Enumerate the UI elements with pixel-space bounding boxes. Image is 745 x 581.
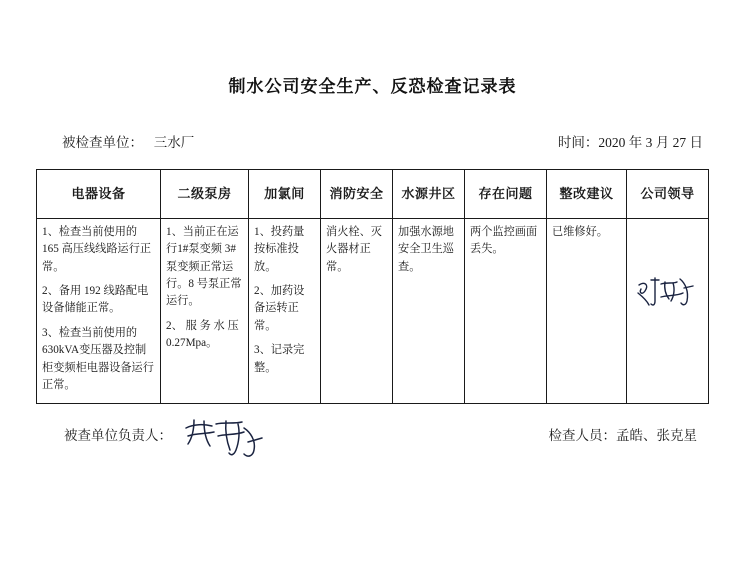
cell-rectification-suggestions [547, 219, 627, 404]
column-header-chlorination-room: 加氯间 [249, 170, 321, 219]
cell-text: 1、当前正在运行1#泵变频 3#泵变频正常运行。8 号泵正常运行。 [166, 226, 242, 308]
meta-row [62, 131, 703, 151]
inspection-date [558, 131, 703, 151]
cell-chlorination-room [249, 219, 321, 404]
inspectors [549, 424, 698, 444]
responsible-person-signature-icon [182, 412, 268, 464]
inspected-unit-value: 三水厂 [153, 135, 195, 150]
cell-text: 加强水源地安全卫生巡查。 [398, 226, 454, 273]
inspected-unit [62, 131, 205, 151]
cell-text: 1、检查当前使用的 165 高压线线路运行正常。 [42, 226, 152, 273]
inspection-record-table [36, 169, 709, 404]
column-header-company-leader: 公司领导 [627, 170, 709, 219]
page-title: 制水公司安全生产、反恐检查记录表 [228, 77, 517, 96]
column-header-secondary-pump-room: 二级泵房 [161, 170, 249, 219]
responsible-person-label: 被查单位负责人： [64, 428, 172, 443]
column-header-rectification-suggestions: 整改建议 [547, 170, 627, 219]
cell-electrical-equipment [37, 219, 161, 404]
footer-row [64, 424, 697, 444]
inspected-unit-label: 被检查单位： [62, 135, 143, 150]
column-header-electrical-equipment: 电器设备 [37, 170, 161, 219]
date-label: 时间： [557, 135, 599, 150]
inspector-label: 检查人员： [548, 428, 616, 443]
date-value: 2020 年 3 月 27 日 [598, 135, 703, 150]
cell-fire-safety [321, 219, 393, 404]
cell-text: 2、 服 务 水 压 0.27Mpa。 [166, 319, 239, 350]
column-header-water-source-well-area: 水源井区 [393, 170, 465, 219]
cell-text: 3、记录完整。 [254, 344, 305, 374]
column-header-fire-safety: 消防安全 [321, 170, 393, 219]
cell-company-leader [627, 219, 709, 404]
cell-text: 1、投药量按标准投放。 [254, 226, 305, 273]
column-header-existing-problems: 存在问题 [465, 170, 547, 219]
document-page [0, 72, 745, 581]
table-header-row [37, 170, 709, 219]
cell-secondary-pump-room [161, 219, 249, 404]
cell-text: 两个监控画面丢失。 [470, 226, 538, 256]
cell-existing-problems [465, 219, 547, 404]
company-leader-signature-icon [635, 271, 697, 311]
cell-text: 已维修好。 [552, 226, 608, 238]
cell-water-source-well-area [393, 219, 465, 404]
table-row [37, 219, 709, 404]
cell-text: 消火栓、灭火器材正常。 [326, 226, 382, 273]
inspector-value: 孟皓、张克星 [616, 428, 697, 443]
cell-text: 3、检查当前使用的630kVA变压器及控制柜变频柜电器设备运行正常。 [42, 326, 154, 391]
cell-text: 2、备用 192 线路配电设备储能正常。 [42, 285, 149, 315]
cell-text: 2、加药设备运转正常。 [254, 285, 305, 332]
responsible-person [64, 424, 172, 444]
